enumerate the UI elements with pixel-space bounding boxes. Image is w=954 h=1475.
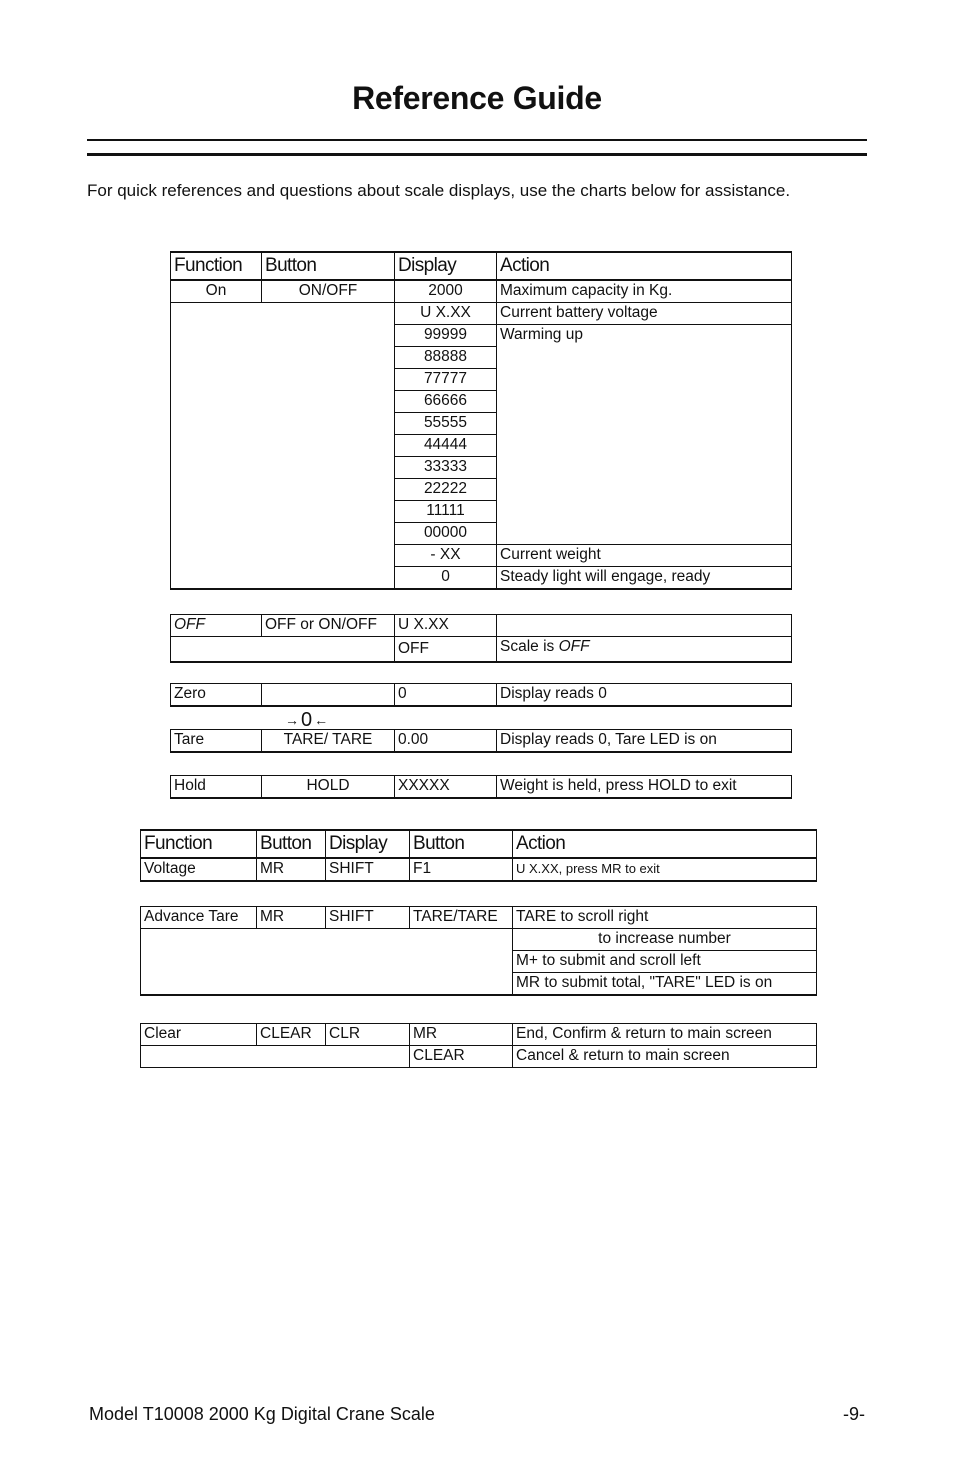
table-row [171,303,792,325]
header-action: Action [513,830,817,858]
header-display: Display [326,830,410,858]
function-cell: On [171,280,262,303]
header-button: Button [262,252,395,280]
button-cell: HOLD [262,776,395,799]
display-cell: 33333 [395,457,497,479]
table-header-row [141,830,817,858]
display-cell: 88888 [395,347,497,369]
display-cell: 77777 [395,369,497,391]
table-row [141,1024,817,1046]
button-2-cell: MR [410,1024,513,1046]
reference-table-off [170,614,792,663]
header-action: Action [497,252,792,280]
footer-page-number: -9- [843,1404,865,1424]
header-button-2: Button [410,830,513,858]
zero-digit: 0 [301,709,313,731]
display-cell: OFF [395,637,497,663]
action-cell: Current weight [497,545,792,567]
function-cell: Voltage [141,858,257,881]
display-cell: SHIFT [326,907,410,929]
action-cell: Warming up [497,325,792,545]
page-title: Reference Guide [352,80,602,116]
empty-cell [141,1046,410,1068]
action-emphasis: OFF [558,638,590,655]
display-cell: 11111 [395,501,497,523]
header-button: Button [257,830,326,858]
footer-model: Model T10008 2000 Kg Digital Crane Scale [89,1404,435,1424]
table-row [171,615,792,637]
intro-paragraph: For quick references and questions about scale displays, use the charts below for assistance. [87,181,791,200]
function-cell: Advance Tare [141,907,257,929]
button-cell: OFF or ON/OFF [262,615,395,637]
button-cell [262,684,395,707]
action-cell: End, Confirm & return to main screen [513,1024,817,1046]
table-row [141,929,817,951]
reference-table-tare [170,729,792,753]
header-display: Display [395,252,497,280]
display-cell: 55555 [395,413,497,435]
button-cell: TARE/ TARE [262,730,395,753]
action-cell: to increase number [513,929,817,951]
table-row [171,730,792,753]
button-cell: MR [257,907,326,929]
table-row [141,907,817,929]
reference-table-voltage [140,829,817,882]
display-cell: CLR [326,1024,410,1046]
function-cell: Zero [171,684,262,707]
action-cell: Steady light will engage, ready [497,567,792,590]
display-cell: 66666 [395,391,497,413]
display-cell: 44444 [395,435,497,457]
reference-table-zero [170,683,792,707]
action-text: Scale is [500,638,559,655]
action-cell: Display reads 0, Tare LED is on [497,730,792,753]
action-cell: Weight is held, press HOLD to exit [497,776,792,799]
reference-table-advance-tare [140,906,817,996]
action-cell: TARE to scroll right [513,907,817,929]
header-function: Function [141,830,257,858]
header-rule-bottom [87,153,867,156]
table-row [171,280,792,303]
arrow-right-icon: → [285,712,299,728]
header-rule-top [87,139,867,141]
display-cell: 22222 [395,479,497,501]
table-row [171,776,792,799]
display-cell: U X.XX [395,303,497,325]
display-cell: 0 [395,684,497,707]
table-row [141,1046,817,1068]
table-row [171,637,792,663]
action-cell: Display reads 0 [497,684,792,707]
function-cell: Tare [171,730,262,753]
display-cell: 2000 [395,280,497,303]
action-cell [497,615,792,637]
function-cell: Clear [141,1024,257,1046]
reference-table-clear [140,1023,817,1068]
function-cell: Hold [171,776,262,799]
display-cell: 00000 [395,523,497,545]
empty-cell [171,637,395,663]
button-2-cell: CLEAR [410,1046,513,1068]
display-cell: XXXXX [395,776,497,799]
display-cell: U X.XX [395,615,497,637]
empty-cell [141,929,513,996]
arrow-left-icon: ← [314,712,329,728]
action-cell: Cancel & return to main screen [513,1046,817,1068]
button-cell: ON/OFF [262,280,395,303]
empty-cell [171,303,395,590]
action-cell [497,637,792,663]
button-2-cell: TARE/TARE [410,907,513,929]
display-cell: 0.00 [395,730,497,753]
action-cell: U X.XX, press MR to exit [513,858,817,881]
reference-table-hold [170,775,792,799]
button-2-cell: F1 [410,858,513,881]
display-cell: - XX [395,545,497,567]
display-cell: 0 [395,567,497,590]
table-row [171,684,792,707]
action-cell: MR to submit total, "TARE" LED is on [513,973,817,996]
table-row [141,858,817,881]
function-cell: OFF [171,615,262,637]
reference-table-on [170,251,792,590]
action-cell: M+ to submit and scroll left [513,951,817,973]
action-cell: Maximum capacity in Kg. [497,280,792,303]
header-function: Function [171,252,262,280]
display-cell: SHIFT [326,858,410,881]
button-cell: CLEAR [257,1024,326,1046]
button-cell: MR [257,858,326,881]
action-cell: Current battery voltage [497,303,792,325]
table-header-row [171,252,792,280]
display-cell: 99999 [395,325,497,347]
